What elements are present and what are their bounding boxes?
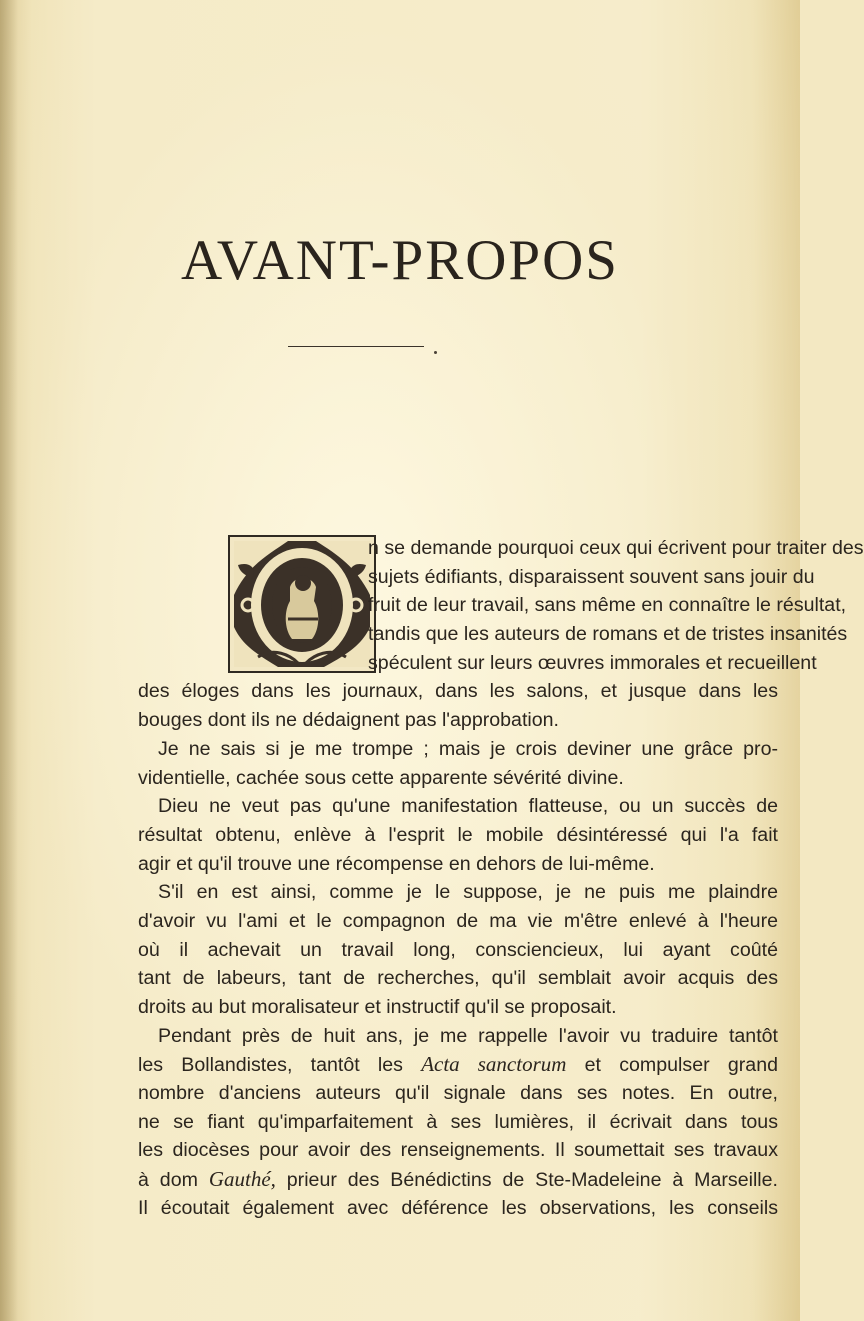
text-line: S'il en est ainsi, comme je le suppose, je ne puis me plaindre <box>158 881 778 904</box>
title-rule <box>288 346 424 347</box>
text-line: bouges dont ils ne dédaignent pas l'approbation. <box>138 709 559 732</box>
page-spine-shadow <box>0 0 18 1321</box>
text-line: videntielle, cachée sous cette apparente sévérité divine. <box>138 766 624 789</box>
text-line: nombre d'anciens auteurs qu'il signale dans ses notes. En outre, <box>138 1082 778 1105</box>
italic-title: Acta sanctorum <box>421 1052 567 1077</box>
text-line: les Bollandistes, tantôt les Acta sanctorum et compulser grand <box>138 1052 778 1077</box>
text-line: où il achevait un travail long, consciencieux, lui ayant coûté <box>138 938 778 961</box>
text-line: résultat obtenu, enlève à l'esprit le mobile désintéressé qui l'a fait <box>138 823 778 846</box>
text-line: d'avoir vu l'ami et le compagnon de ma vie m'être enlevé à l'heure <box>138 909 778 932</box>
text-fragment: et compulser grand <box>566 1054 778 1077</box>
text-line: sujets édifiants, disparaissent souvent sans jouir du <box>368 565 815 588</box>
body-text <box>138 534 864 1223</box>
text-line: ne se fiant qu'imparfaitement à ses lumières, il écrivait dans tous <box>138 1110 778 1133</box>
text-line: spéculent sur leurs œuvres immorales et recueillent <box>368 651 817 674</box>
text-line: tant de labeurs, tant de recherches, qu'il semblait avoir acquis des <box>138 967 778 990</box>
page-title: AVANT-PROPOS <box>181 229 619 292</box>
text-line: Pendant près de huit ans, je me rappelle l'avoir vu traduire tantôt <box>158 1024 778 1047</box>
italic-name: Gauthé, <box>208 1167 276 1192</box>
text-line: Je ne sais si je me trompe ; mais je crois deviner une grâce pro- <box>158 737 778 760</box>
text-line: Il écoutait également avec déférence les observations, les conseils <box>138 1196 778 1219</box>
title-dot <box>434 351 437 354</box>
text-line: agir et qu'il trouve une récompense en dehors de lui-même. <box>138 852 655 875</box>
text-line: n se demande pourquoi ceux qui écrivent pour traiter des <box>368 537 864 559</box>
text-line: tandis que les auteurs de romans et de tristes insanités <box>368 623 848 646</box>
text-line: les diocèses pour avoir des renseignements. Il soumettait ses travaux <box>138 1139 778 1162</box>
text-line: à dom Gauthé, prieur des Bénédictins de Ste-Madeleine à Marseille. <box>138 1167 779 1192</box>
text-line: des éloges dans les journaux, dans les salons, et jusque dans les <box>138 680 778 703</box>
text-line: fruit de leur travail, sans même en connaître le résultat, <box>368 594 847 617</box>
text-line: droits au but moralisateur et instructif qu'il se proposait. <box>138 996 617 1018</box>
text-fragment: prieur des Bénédictins de Ste-Madeleine à Marseille. <box>275 1169 779 1192</box>
text-line: Dieu ne veut pas qu'une manifestation flatteuse, ou un succès de <box>158 795 778 818</box>
